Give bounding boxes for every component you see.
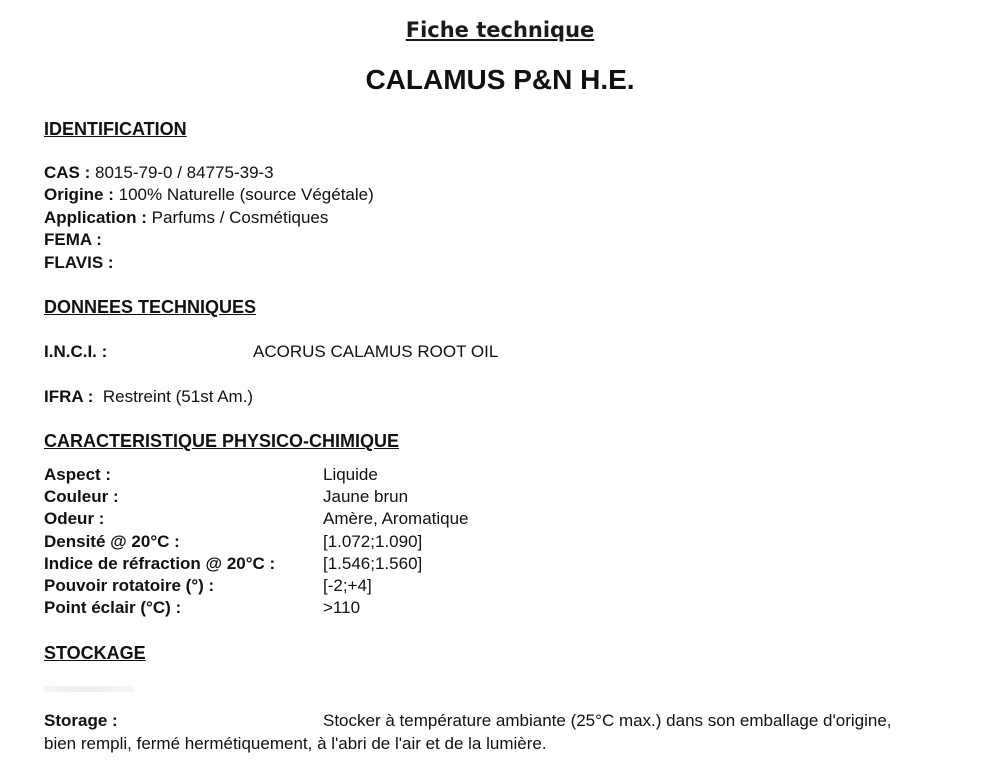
aspect-value: Liquide [323, 465, 378, 484]
color-value: Jaune brun [323, 487, 409, 506]
aspect-label: Aspect : [44, 465, 112, 484]
refraction-label: Indice de réfraction @ 20°C : [44, 554, 276, 573]
ifra-value: Restreint (51st Am.) [102, 387, 254, 406]
color-label: Couleur : [44, 487, 119, 506]
inci-label: I.N.C.I. : [44, 342, 108, 361]
cas-label: CAS : [44, 163, 91, 182]
storage-paragraph [44, 709, 984, 755]
rotation-value: [-2;+4] [323, 576, 372, 595]
refraction-value: [1.546;1.560] [323, 554, 423, 573]
storage-text-line2: bien rempli, fermé hermétiquement, à l'abri de l'air et de la lumière. [44, 734, 547, 753]
inci-value: ACORUS CALAMUS ROOT OIL [253, 342, 499, 361]
fema-field [44, 229, 102, 251]
storage-heading: STOCKAGE [44, 643, 146, 663]
cas-value: 8015-79-0 / 84775-39-3 [90, 163, 274, 182]
application-label: Application : [44, 208, 147, 227]
rotation-label: Pouvoir rotatoire (°) : [44, 576, 215, 595]
origin-label: Origine : [44, 185, 114, 204]
document-type-label: Fiche technique [405, 18, 595, 42]
flavis-field [44, 252, 114, 274]
ifra-field [44, 386, 253, 408]
density-value: [1.072;1.090] [323, 532, 423, 551]
application-value: Parfums / Cosmétiques [146, 208, 329, 227]
technical-data-heading: DONNEES TECHNIQUES [44, 297, 257, 317]
ifra-label: IFRA : [44, 387, 94, 406]
odor-value: Amère, Aromatique [323, 509, 469, 528]
storage-text-line1: Stocker à température ambiante (25°C max.) dans son emballage d'origine, [323, 711, 892, 730]
physico-chemical-heading: CARACTERISTIQUE PHYSICO-CHIMIQUE [44, 431, 400, 451]
cas-field [44, 162, 274, 184]
fema-label: FEMA : [44, 230, 102, 249]
odor-label: Odeur : [44, 509, 105, 528]
flash-point-label: Point éclair (°C) : [44, 598, 182, 617]
scan-artifact [44, 686, 134, 692]
identification-heading: IDENTIFICATION [44, 119, 187, 139]
flash-point-value: >110 [323, 598, 361, 617]
density-label: Densité @ 20°C : [44, 532, 180, 551]
storage-label: Storage : [44, 711, 118, 730]
flavis-label: FLAVIS : [44, 253, 114, 272]
product-title: CALAMUS P&N H.E. [365, 64, 635, 95]
origin-field [44, 184, 374, 206]
application-field [44, 207, 328, 229]
origin-value: 100% Naturelle (source Végétale) [113, 185, 374, 204]
